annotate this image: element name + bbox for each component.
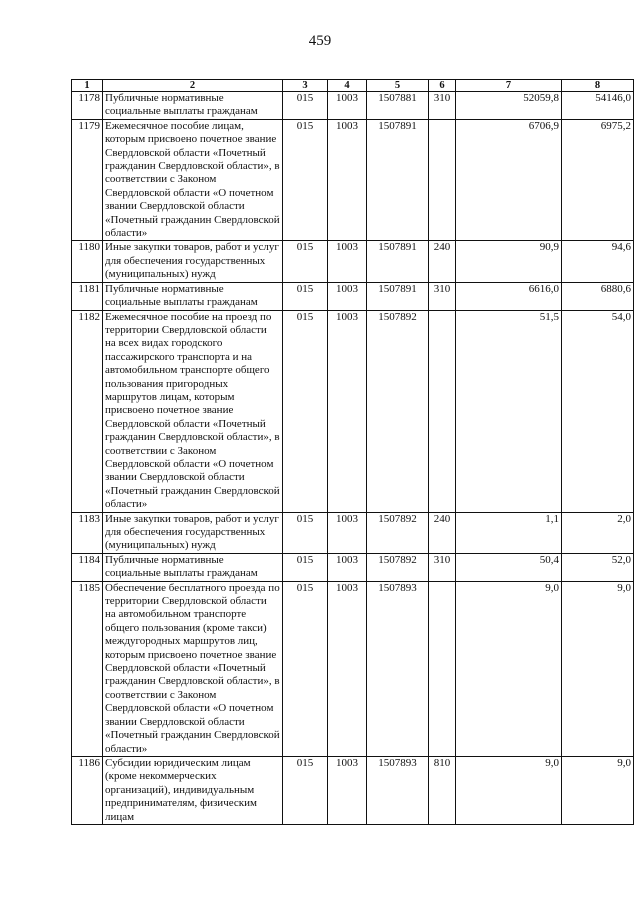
row-name-line: «Почетный гражданин Свердловской [105,729,280,742]
amount-year1-cell: 9,0 [456,756,562,824]
amount-year1-cell: 51,5 [456,310,562,512]
amount-year2-cell: 9,0 [562,581,634,756]
target-article-cell: 1507881 [367,92,429,120]
row-name-line: на всех видах городского [105,337,223,350]
ministry-code-cell: 015 [283,119,328,241]
row-number-cell: 1184 [72,553,103,581]
row-name-line: области» [105,498,148,511]
table-row [72,92,634,120]
row-name-line: (кроме некоммерческих [105,770,217,783]
row-name-cell [103,241,283,282]
expense-type-cell: 310 [429,553,456,581]
row-name-line: «Почетный гражданин Свердловской [105,213,280,226]
row-number-cell: 1183 [72,512,103,553]
amount-year1-cell: 50,4 [456,553,562,581]
row-name-line: гражданин Свердловской области», в [105,160,280,173]
column-header-2: 2 [103,80,283,92]
row-name-cell [103,581,283,756]
row-name-line: общего пользования (кроме такси) [105,621,267,634]
table-row [72,581,634,756]
row-name-line: соответствии с Законом [105,444,217,457]
expense-type-cell [429,119,456,241]
ministry-code-cell: 015 [283,241,328,282]
table-row [72,310,634,512]
row-name-cell [103,512,283,553]
table-row [72,119,634,241]
amount-year1-cell: 90,9 [456,241,562,282]
row-name-line: социальные выплаты гражданам [105,296,258,309]
amount-year1-cell: 9,0 [456,581,562,756]
amount-year2-cell: 9,0 [562,756,634,824]
amount-year1-cell: 52059,8 [456,92,562,120]
amount-year1-cell: 6706,9 [456,119,562,241]
row-number-cell: 1186 [72,756,103,824]
section-code-cell: 1003 [328,282,367,310]
row-name-cell [103,553,283,581]
row-name-line: для обеспечения государственных [105,254,266,267]
row-name-line: Свердловской области «О почетном [105,702,274,715]
target-article-cell: 1507893 [367,756,429,824]
table-row [72,241,634,282]
row-name-line: звании Свердловской области [105,200,245,213]
row-name-cell [103,756,283,824]
row-name-line: Ежемесячное пособие на проезд по [105,310,272,323]
ministry-code-cell: 015 [283,512,328,553]
row-name-cell [103,119,283,241]
section-code-cell: 1003 [328,119,367,241]
row-name-line: гражданин Свердловской области», в [105,431,280,444]
table-row [72,512,634,553]
row-name-line: области» [105,742,148,755]
row-number-cell: 1181 [72,282,103,310]
amount-year1-cell: 6616,0 [456,282,562,310]
row-name-line: звании Свердловской области [105,471,245,484]
page-number: 459 [308,33,332,49]
row-name-line: социальные выплаты гражданам [105,567,258,580]
table-row [72,756,634,824]
expense-type-cell [429,310,456,512]
table-row [72,282,634,310]
expense-type-cell: 240 [429,241,456,282]
ministry-code-cell: 015 [283,756,328,824]
row-number-cell: 1185 [72,581,103,756]
column-header-1: 1 [72,80,103,92]
table-body [72,92,634,825]
row-name-line: социальные выплаты гражданам [105,105,258,118]
row-name-cell [103,92,283,120]
row-name-line: Иные закупки товаров, работ и услуг [105,241,279,254]
section-code-cell: 1003 [328,241,367,282]
row-name-line: пассажирского транспорта и на [105,350,253,363]
ministry-code-cell: 015 [283,553,328,581]
target-article-cell: 1507891 [367,119,429,241]
row-name-line: междугородных маршрутов лиц, [105,635,258,648]
row-name-line: на автомобильном транспорте [105,608,247,621]
expense-type-cell: 240 [429,512,456,553]
ministry-code-cell: 015 [283,282,328,310]
row-name-line: маршрутов лицам, которым [105,390,235,403]
row-name-line: Субсидии юридическим лицам [105,756,251,769]
target-article-cell: 1507893 [367,581,429,756]
row-name-line: «Почетный гражданин Свердловской [105,484,280,497]
row-name-line: Публичные нормативные [105,553,224,566]
amount-year2-cell: 2,0 [562,512,634,553]
row-name-line: соответствии с Законом [105,688,217,701]
section-code-cell: 1003 [328,553,367,581]
ministry-code-cell: 015 [283,581,328,756]
section-code-cell: 1003 [328,756,367,824]
row-name-line: (муниципальных) нужд [105,539,216,552]
section-code-cell: 1003 [328,310,367,512]
column-header-5: 5 [367,80,429,92]
amount-year2-cell: 54146,0 [562,92,634,120]
row-name-line: гражданин Свердловской области», в [105,675,280,688]
row-name-line: пользования пригородных [105,377,229,390]
ministry-code-cell: 015 [283,310,328,512]
row-name-line: Свердловской области «О почетном [105,186,274,199]
expense-type-cell: 810 [429,756,456,824]
column-header-3: 3 [283,80,328,92]
amount-year2-cell: 6975,2 [562,119,634,241]
row-name-line: автомобильном транспорте общего [105,364,270,377]
row-name-line: Ежемесячное пособие лицам, [105,119,244,132]
row-name-line: звании Свердловской области [105,715,245,728]
ministry-code-cell: 015 [283,92,328,120]
expense-type-cell [429,581,456,756]
row-name-line: для обеспечения государственных [105,526,266,538]
row-name-line: присвоено почетное звание [105,404,234,417]
row-name-line: Свердловской области «Почетный [105,417,266,430]
amount-year1-cell: 1,1 [456,512,562,553]
row-name-line: Свердловской области «Почетный [105,662,266,675]
row-number-cell: 1182 [72,310,103,512]
expense-type-cell: 310 [429,282,456,310]
row-name-line: которым присвоено почетное звание [105,133,277,146]
row-name-line: организаций), индивидуальным [105,783,255,796]
row-name-line: Свердловской области «Почетный [105,146,266,159]
row-name-line: Публичные нормативные [105,282,224,295]
row-name-line: соответствии с Законом [105,173,217,186]
column-header-6: 6 [429,80,456,92]
row-number-cell: 1180 [72,241,103,282]
target-article-cell: 1507891 [367,241,429,282]
budget-table [71,79,634,825]
row-name-line: которым присвоено почетное звание [105,648,277,661]
row-name-line: Обеспечение бесплатного проезда по [105,581,280,594]
section-code-cell: 1003 [328,92,367,120]
row-number-cell: 1179 [72,119,103,241]
row-name-cell [103,282,283,310]
row-name-line: предпринимателям, физическим [105,797,257,810]
column-header-4: 4 [328,80,367,92]
row-name-cell [103,310,283,512]
row-name-line: Иные закупки товаров, работ и услуг [105,512,279,525]
row-name-line: территории Свердловской области [105,323,267,336]
column-header-8: 8 [562,80,634,92]
header-row [72,80,634,92]
row-name-line: области» [105,227,148,240]
target-article-cell: 1507891 [367,282,429,310]
expense-type-cell: 310 [429,92,456,120]
row-name-line: территории Свердловской области [105,595,267,608]
section-code-cell: 1003 [328,581,367,756]
section-code-cell: 1003 [328,512,367,553]
table-row [72,553,634,581]
amount-year2-cell: 52,0 [562,553,634,581]
amount-year2-cell: 54,0 [562,310,634,512]
amount-year2-cell: 6880,6 [562,282,634,310]
row-name-line: (муниципальных) нужд [105,268,216,281]
row-name-line: Публичные нормативные [105,92,224,104]
amount-year2-cell: 94,6 [562,241,634,282]
column-header-7: 7 [456,80,562,92]
target-article-cell: 1507892 [367,512,429,553]
target-article-cell: 1507892 [367,553,429,581]
row-number-cell: 1178 [72,92,103,120]
row-name-line: лицам [105,810,135,823]
row-name-line: Свердловской области «О почетном [105,457,274,470]
target-article-cell: 1507892 [367,310,429,512]
